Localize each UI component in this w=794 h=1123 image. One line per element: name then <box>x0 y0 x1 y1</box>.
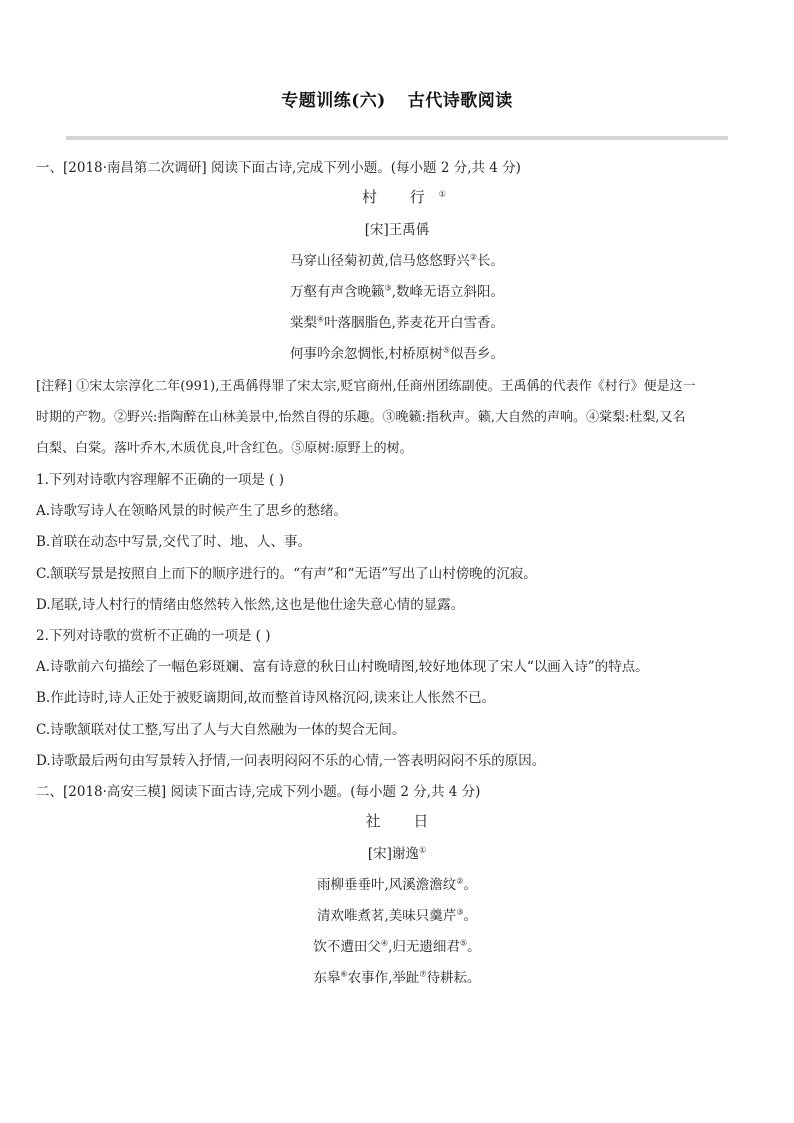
footnote-mark: ⑥ <box>340 969 348 979</box>
poem2-line-text: 清欢唯煮茗,美味只羹芹 <box>317 908 457 924</box>
question-2-stem: 2.下列对诗歌的赏析不正确的一项是 ( ) <box>36 628 271 644</box>
footnote-mark: ③ <box>456 907 464 917</box>
poem2-line-text: ,归无遗细君 <box>388 939 460 955</box>
poem2-line-text: 。 <box>463 877 477 893</box>
poem2-line-text: 。 <box>463 908 477 924</box>
poem2-author <box>0 842 794 862</box>
footnote-mark: ⑤ <box>442 345 450 355</box>
poem1-line-text: 叶落胭脂色,荞麦花开白雪香。 <box>324 315 504 331</box>
poem2-line <box>0 966 794 986</box>
question-2-option: A.诗歌前六句描绘了一幅色彩斑斓、富有诗意的秋日山村晚晴图,较好地体现了宋人“以画入诗”的特点。 <box>36 659 649 675</box>
poem1-title-text: 村 行 <box>362 188 439 206</box>
poem2-line <box>0 935 794 955</box>
poem2-line <box>0 904 794 924</box>
poem2-line-text: 待耕耘。 <box>426 970 481 986</box>
footnote-mark: ⑤ <box>459 938 468 948</box>
poem2-title-text: 社 日 <box>365 812 443 830</box>
poem2-line-text: 饮不遭田父 <box>313 939 381 955</box>
notes-line: [注释] ①宋太宗淳化二年(991),王禹偁得罪了宋太宗,贬官商州,任商州团练副使。王禹偁的代表作《村行》便是这一 <box>36 379 696 394</box>
question-1-stem: 1.下列对诗歌内容理解不正确的一项是 ( ) <box>36 472 284 488</box>
question-2-option: D.诗歌最后两句由写景转入抒情,一问表明闷闷不乐的心情,一答表明闷闷不乐的原因。 <box>36 753 546 769</box>
poem1-author: [宋]王禹偁 <box>364 222 430 238</box>
question-2-option: B.作此诗时,诗人正处于被贬谪期间,故而整首诗风格沉闷,读来让人怅然不已。 <box>36 690 496 706</box>
section1-header: 一、[2018·南昌第二次调研] 阅读下面古诗,完成下列小题。(每小题 2 分,共 4 分) <box>36 160 521 176</box>
footnote-mark: ③ <box>384 283 392 293</box>
question-1-option: C.颔联写景是按照自上而下的顺序进行的。“有声”和“无语”写出了山村傍晚的沉寂。 <box>36 566 537 582</box>
question-1-option: D.尾联,诗人村行的情绪由悠然转入怅然,这也是他仕途失意心情的显露。 <box>36 597 465 613</box>
poem2-author-text: [宋]谢逸 <box>367 846 419 862</box>
poem2-line-text: 东皋 <box>313 970 341 986</box>
poem1-line-text: 长。 <box>476 253 504 269</box>
title-sub: 古代诗歌阅读 <box>407 91 513 111</box>
poem1-title <box>0 186 794 207</box>
poem2-line-text: 雨柳垂垂叶,风溪澹澹纹 <box>317 877 457 893</box>
footnote-mark: ② <box>469 252 477 262</box>
question-2-option: C.诗歌颔联对仗工整,写出了人与大自然融为一体的契合无间。 <box>36 722 406 738</box>
title-main: 专题训练(六) <box>281 91 386 111</box>
footnote-mark: ① <box>418 845 427 855</box>
page-title <box>0 86 794 111</box>
section2-header: 二、[2018·高安三模] 阅读下面古诗,完成下列小题。(每小题 2 分,共 4 分) <box>36 784 481 800</box>
poem1-line <box>0 342 794 362</box>
poem2-title <box>0 810 794 831</box>
footnote-mark: ② <box>456 876 464 886</box>
question-1-option: B.首联在动态中写景,交代了时、地、人、事。 <box>36 534 312 550</box>
poem1-line <box>0 311 794 331</box>
poem1-line-text: ,数峰无语立斜阳。 <box>391 284 504 300</box>
poem2-line-text: 。 <box>467 939 481 955</box>
poem1-line <box>0 249 794 269</box>
footnote-mark: ④ <box>317 314 325 324</box>
notes-line: 白梨、白棠。落叶乔木,木质优良,叶含红色。⑤原树:原野上的树。 <box>36 441 413 456</box>
title-divider <box>66 136 728 140</box>
poem1-line-text: 似吾乡。 <box>449 346 504 362</box>
poem2-line <box>0 873 794 893</box>
poem1-line-text: 棠梨 <box>290 315 318 331</box>
notes-line: 时期的产物。②野兴:指陶醉在山林美景中,怡然自得的乐趣。③晚籁:指秋声。籁,大自然的声响。④棠梨:杜梨,又名 <box>36 410 686 425</box>
footnote-mark: ⑦ <box>419 969 427 979</box>
poem1-line-text: 何事吟余忽惆怅,村桥原树 <box>290 346 443 362</box>
poem1-line <box>0 280 794 300</box>
question-1-option: A.诗歌写诗人在领略风景的时候产生了思乡的愁绪。 <box>36 503 348 519</box>
poem1-title-mark: ① <box>438 189 446 199</box>
poem1-line-text: 马穿山径菊初黄,信马悠悠野兴 <box>290 253 470 269</box>
footnote-mark: ④ <box>380 938 389 948</box>
poem1-line-text: 万壑有声含晚籁 <box>290 284 385 300</box>
poem2-line-text: 农事作,举趾 <box>347 970 420 986</box>
